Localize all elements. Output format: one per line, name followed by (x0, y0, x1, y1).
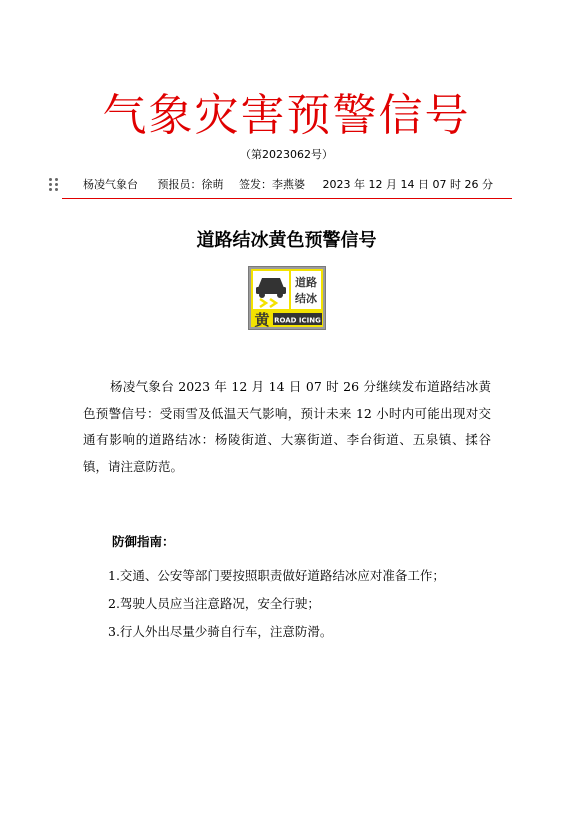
icon-text-mid: 结冰 (295, 292, 317, 305)
issuer: 杨凌气象台 (83, 178, 138, 191)
icon-text-top: 道路 (295, 276, 317, 289)
guide-item: 3.行人外出尽量少骑自行车，注意防滑。 (108, 624, 333, 639)
guide-list (108, 562, 445, 646)
icon-label-en: ROAD ICING (274, 316, 321, 325)
road-icing-yellow-icon (248, 266, 326, 330)
icon-level-char: 黄 (254, 311, 270, 329)
document-number: （第2023062号） (240, 148, 333, 161)
guide-heading: 防御指南： (112, 534, 175, 549)
guide-item: 2.驾驶人员应当注意路况，安全行驶； (108, 596, 320, 611)
drag-handle-icon[interactable] (49, 178, 59, 192)
issue-meta (83, 177, 493, 193)
forecaster: 预报员：徐萌 (157, 178, 224, 191)
warning-signal-header: 气象灾害预警信号 (102, 90, 471, 141)
issue-datetime: 2023 年 12 月 14 日 07 时 26 分 (322, 178, 493, 191)
header-divider (62, 198, 512, 199)
signer: 签发：李燕婆 (239, 178, 305, 191)
guide-item: 1.交通、公安等部门要按照职责做好道路结冰应对准备工作； (108, 568, 445, 583)
signal-title: 道路结冰黄色预警信号 (196, 230, 377, 251)
warning-body: 杨凌气象台 2023 年 12 月 14 日 07 时 26 分继续发布道路结冰黄色预警信号：受雨雪及低温天气影响，预计未来 12 小时内可能出现对交通有影响的道路结冰：杨陵街道、大寨街道、李台街道、五泉镇、揉谷镇，请注意防范。 (83, 379, 491, 474)
